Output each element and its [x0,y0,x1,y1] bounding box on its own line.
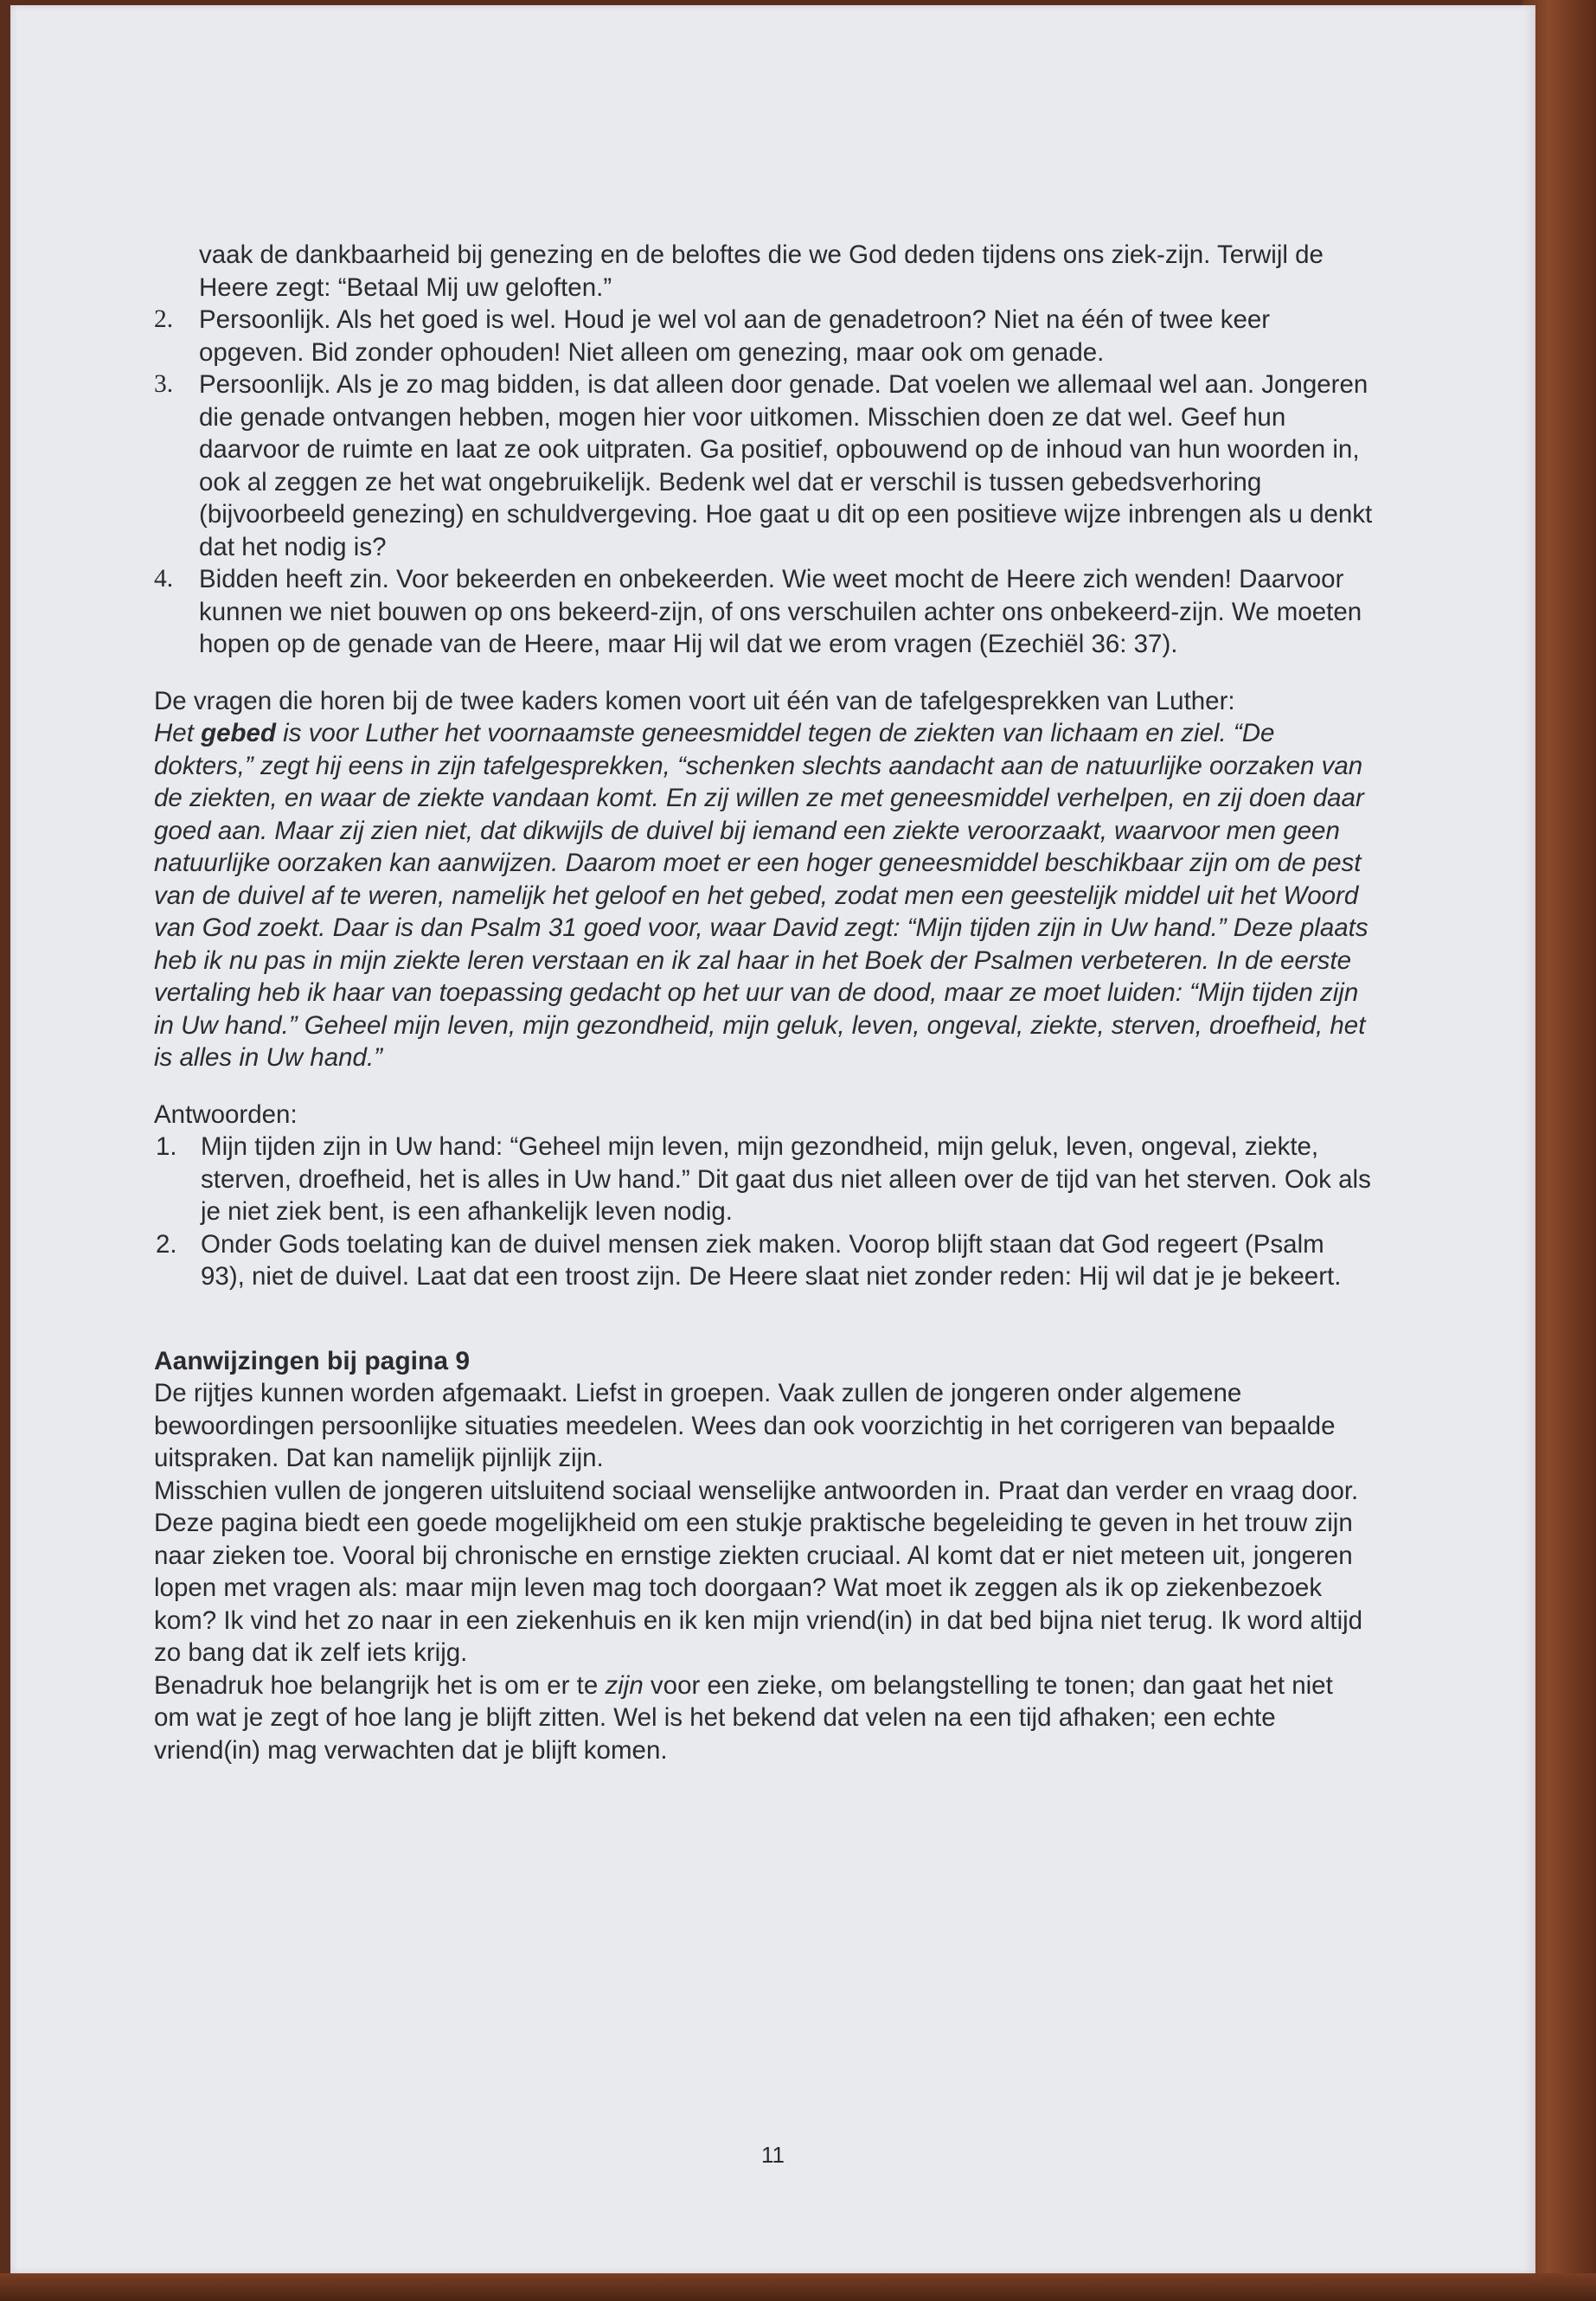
list-number: 3. [154,370,174,398]
text-before: Benadruk hoe belangrijk het is om er te [154,1670,606,1700]
list-item-text: Mijn tijden zijn in Uw hand: “Geheel mijn leven, mijn gezondheid, mijn geluk, leven, ongeval, ziekte, sterven, droefheid, het is alles in Uw hand.” Dit gaat dus niet alleen over de tijd van het sterven. Ook als je niet ziek bent, is een afhankelijk leven nodig. [201,1132,1371,1226]
list-number: 2. [156,1229,177,1259]
list-item-text: vaak de dankbaarheid bij genezing en de beloftes die we God deden tijdens ons ziek-zijn. Terwijl de Heere zegt: “Betaal Mij uw geloften.” [199,240,1324,302]
section-heading: Aanwijzingen bij pagina 9 [154,1346,471,1375]
numbered-list-continued [154,239,1374,661]
page-number: 11 [761,2142,785,2168]
list-number: 1. [156,1132,177,1161]
answers-title: Antwoorden: [154,1099,298,1129]
section-paragraph-last [154,1670,1374,1767]
list-item [154,304,1374,369]
italic-word: zijn [605,1670,644,1700]
intro-paragraph: De vragen die horen bij de twee kaders komen voort uit één van de tafelgesprekken van Luther: [154,686,1235,715]
section-paragraph: De rijtjes kunnen worden afgemaakt. Liefst in groepen. Vaak zullen de jongeren onder algemene bewoordingen persoonlijke situaties meedelen. Wees dan ook voorzichtig in het corrigeren van bepaalde uitspraken. Dat kan namelijk pijnlijk zijn. [154,1379,1336,1472]
answers-list [154,1131,1374,1293]
list-item-text: Bidden heeft zin. Voor bekeerden en onbekeerden. Wie weet mocht de Heere zich wenden! Daarvoor kunnen we niet bouwen op ons bekeerd-zijn, of ons verschuilen achter ons onbekeerd-zijn. We moeten hopen op de genade van de Heere, maar Hij wil dat we erom vragen (Ezechiël 36: 37). [199,565,1362,658]
quote-bold-word: gebed [201,719,276,747]
list-item-text: Persoonlijk. Als het goed is wel. Houd je wel vol aan de genadetroon? Niet na één of twee keer opgeven. Bid zonder ophouden! Niet alleen om genezing, maar ook om genade. [199,305,1271,367]
list-item-text: Persoonlijk. Als je zo mag bidden, is dat alleen door genade. Dat voelen we allemaal wel aan. Jongeren die genade ontvangen hebben, mogen hier voor uitkomen. Misschien doen ze dat wel. Geef hun daarvoor de ruimte en laat ze ook uitpraten. Ga positief, opbouwend op de inhoud van hun woorden in, ook al zeggen ze het wat ongebruikelijk. Bedenk wel dat er verschil is tussen gebedsverhoring (bijvoorbeeld genezing) en schuldvergeving. Hoe gaat u dit op een positieve wijze inbrengen als u denkt dat het nodig is? [199,370,1373,561]
list-item [156,1228,1374,1293]
text-after: voor een zieke, om belangstelling te tonen; dan gaat het niet om wat je zegt of hoe lang je blijft zitten. Wel is het bekend dat velen na een tijd afhaken; een echte vriend(in) mag verwachten dat je blijft komen. [154,1670,1333,1765]
list-item [154,563,1374,661]
page-content [154,239,1374,1766]
list-item [199,239,1374,304]
section-paragraph: Misschien vullen de jongeren uitsluitend sociaal wenselijke antwoorden in. Praat dan verder en vraag door. Deze pagina biedt een goede mogelijkheid om een stukje praktische begeleiding te geven in het trouw zijn naar zieken toe. Vooral bij chronische en ernstige ziekten cruciaal. Al komt dat er niet meteen uit, jongeren lopen met vragen als: maar mijn leven mag toch doorgaan? Wat moet ik zeggen als ik op ziekenbezoek kom? Ik vind het zo naar in een ziekenhuis en ik ken mijn vriend(in) in dat bed bijna niet terug. Ik word altijd zo bang dat ik zelf iets krijg. [154,1476,1363,1667]
quote-lead: Het [154,719,202,747]
list-item [156,1131,1374,1228]
document-page [10,5,1535,2273]
quote-rest: is voor Luther het voornaamste geneesmiddel tegen de ziekten van lichaam en ziel. “De dokters,” zegt hij eens in zijn tafelgesprekken, “schenken slechts aandacht aan de natuurlijke oorzaken van de ziekten, en waar de ziekte vandaan komt. En zij willen ze met geneesmiddel verhelpen, en zij doen daar goed aan. Maar zij zien niet, dat dikwijls de duivel bij iemand een ziekte veroorzaakt, waarvoor men geen natuurlijke oorzaken kan aanwijzen. Daarom moet er een hoger geneesmiddel beschikbaar zijn om de pest van de duivel af te weren, namelijk het geloof en het gebed, zodat men een geestelijk middel uit het Woord van God zoekt. Daar is dan Psalm 31 goed voor, waar David zegt: “Mijn tijden zijn in Uw hand.” Deze plaats heb ik nu pas in mijn ziekte leren verstaan en ik zal haar in het Boek der Psalmen verbeteren. In de eerste vertaling heb ik haar van toepassing gedacht op het uur van de dood, maar ze moet luiden: “Mijn tijden zijn in Uw hand.” Geheel mijn leven, mijn gezondheid, mijn geluk, leven, ongeval, ziekte, sterven, droefheid, het is alles in Uw hand.” [154,719,1368,1072]
book-bottom-edge [0,2273,1596,2301]
list-item [154,369,1374,563]
list-number: 4. [154,565,174,593]
luther-quote [154,717,1374,1074]
list-number: 2. [154,305,174,333]
list-item-text: Onder Gods toelating kan de duivel mensen ziek maken. Voorop blijft staan dat God regeert (Psalm 93), niet de duivel. Laat dat een troost zijn. De Heere slaat niet zonder reden: Hij wil dat je je bekeert. [201,1229,1342,1291]
